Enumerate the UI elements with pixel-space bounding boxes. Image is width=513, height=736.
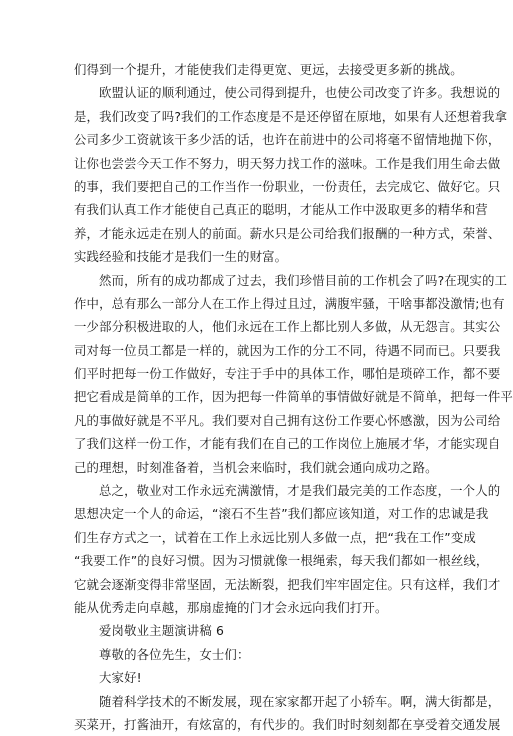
text-line: 有我们认真工作才能使自己真正的聪明，才能从工作中汲取更多的精华和营 xyxy=(74,202,488,218)
text-line: 作中，总有那么一部分人在工作上得过且过，满腹牢骚，干啥事都没激情;也有 xyxy=(74,295,505,311)
text-line: “我要工作”的良好习惯。因为习惯就像一根绳索，每天我们都如一根丝线， xyxy=(74,553,489,569)
text-line: 实践经验和技能才是我们一生的财富。 xyxy=(74,249,288,265)
text-line: 凡的事做好就是不平凡。我们要对自己拥有这份工作要心怀感激，因为公司给 xyxy=(74,412,501,428)
text-line: 养，才能永远走在别人的前面。薪水只是公司给我们报酬的一种方式，荣誉、 xyxy=(74,225,501,241)
text-line: 的事，我们要把自己的工作当作一份职业，一份责任，去完成它、做好它。只 xyxy=(74,178,501,194)
text-line: 尊敬的各位先生，女士们： xyxy=(99,646,250,662)
text-line: 让你也尝尝今天工作不努力，明天努力找工作的滋味。工作是我们用生命去做 xyxy=(74,155,501,171)
text-line: 公司多少工资就该干多少活的话，也许在前进中的公司将毫不留情地抛下你， xyxy=(74,132,501,148)
text-line: 能从优秀走向卓越，那扇虚掩的门才会永远向我们打开。 xyxy=(74,599,388,615)
text-line: 思想决定一个人的命运，“滚石不生苔”我们都应该知道，对工作的忠诚是我 xyxy=(74,506,489,522)
text-line: 们得到一个提升，才能使我们走得更宽、更远，去接受更多新的挑战。 xyxy=(74,62,463,77)
text-line: 们平时把每一份工作做好，专注于手中的具体工作，哪怕是琐碎工作，都不要 xyxy=(74,366,501,382)
text-line: 欧盟认证的顺利通过，使公司得到提升，也使公司改变了许多。我想说的 xyxy=(99,85,501,101)
text-line: 买菜开，打酱油开，有炫富的，有代步的。我们时时刻刻都在享受着交通发展 xyxy=(74,716,501,732)
document-body xyxy=(74,58,513,736)
text-line: 总之，敬业对工作永远充满激情，才是我们最完美的工作态度，一个人的 xyxy=(99,483,501,499)
text-line: 爱岗敬业主题演讲稿 6 xyxy=(99,623,224,639)
text-line: 了我们这样一份工作，才能有我们在自己的工作岗位上施展才华，才能实现自 xyxy=(74,436,501,452)
text-line: 大家好! xyxy=(99,670,142,686)
text-line: 然而，所有的成功都成了过去，我们珍惜目前的工作机会了吗?在现实的工 xyxy=(99,272,508,288)
text-line: 们生存方式之一，试着在工作上永远比别人多做一点，把“我在工作”变成 xyxy=(74,529,476,545)
text-line: 把它看成是简单的工作，因为把每一件简单的事情做好就是不简单，把每一件平 xyxy=(74,389,513,405)
text-line: 它就会逐渐变得非常坚固，无法断裂，把我们牢牢固定住。只有这样，我们才 xyxy=(74,576,501,592)
text-line: 司对每一位员工都是一样的，就因为工作的分工不同，待遇不同而已。只要我 xyxy=(74,342,501,358)
text-line: 随着科学技术的不断发展，现在家家都开起了小轿车。啊，满大街都是， xyxy=(99,693,501,709)
text-line: 是，我们改变了吗?我们的工作态度是不是还停留在原地，如果有人还想着我拿 xyxy=(74,108,508,124)
text-line: 一少部分积极进取的人，他们永远在工作上都比别人多做，从无怨言。其实公 xyxy=(74,319,501,335)
text-line: 己的理想，时刻准备着，当机会来临时，我们就会通向成功之路。 xyxy=(74,459,438,475)
